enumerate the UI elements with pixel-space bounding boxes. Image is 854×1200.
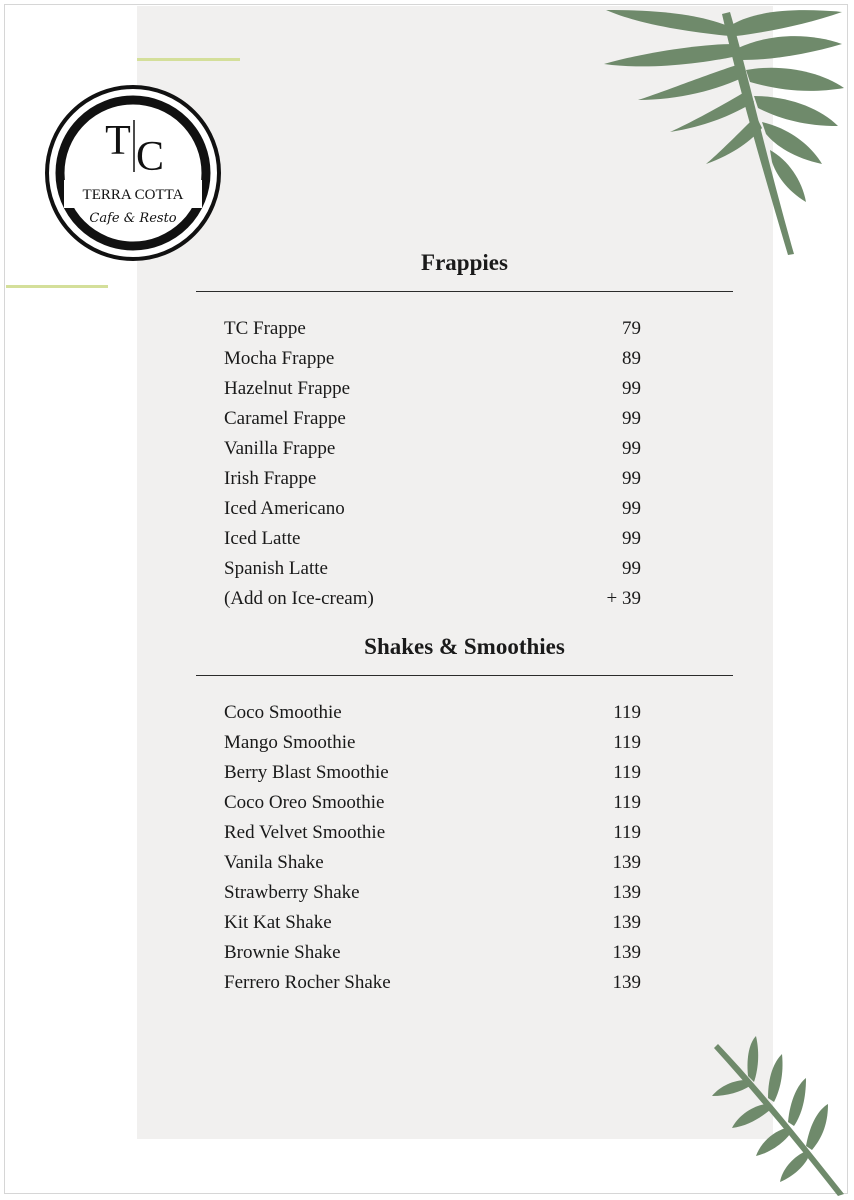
item-price: 119: [613, 792, 641, 813]
item-name: Mocha Frappe: [224, 348, 335, 369]
menu-item: [196, 524, 733, 554]
item-name: Vanila Shake: [224, 852, 324, 873]
accent-line-left: [6, 285, 108, 288]
item-price: 99: [622, 408, 641, 429]
item-name: Iced Latte: [224, 528, 301, 549]
logo-initial-t: T: [105, 118, 131, 164]
item-name: Spanish Latte: [224, 558, 328, 579]
menu-item: [196, 464, 733, 494]
menu-item: [196, 344, 733, 374]
item-name: (Add on Ice-cream): [224, 588, 374, 609]
item-name: Coco Smoothie: [224, 702, 342, 723]
menu-item: [196, 494, 733, 524]
menu-item: [196, 758, 733, 788]
item-price: 139: [612, 912, 641, 933]
item-name: TC Frappe: [224, 318, 306, 339]
section-divider: [196, 291, 733, 292]
item-name: Kit Kat Shake: [224, 912, 332, 933]
brand-logo: [44, 84, 222, 262]
item-name: Strawberry Shake: [224, 882, 360, 903]
item-price: 139: [612, 852, 641, 873]
item-price: 99: [622, 528, 641, 549]
item-price: 139: [612, 882, 641, 903]
menu-item: [196, 698, 733, 728]
menu-item: [196, 728, 733, 758]
item-price: + 39: [606, 588, 641, 609]
item-name: Irish Frappe: [224, 468, 317, 489]
item-name: Mango Smoothie: [224, 732, 356, 753]
logo-tagline: Cafe & Resto: [89, 211, 177, 226]
menu-item: [196, 908, 733, 938]
item-price: 99: [622, 558, 641, 579]
logo-brand-name: TERRA COTTA: [82, 187, 184, 203]
menu-item-addon: [196, 584, 733, 614]
item-price: 89: [622, 348, 641, 369]
item-name: Brownie Shake: [224, 942, 341, 963]
item-price: 99: [622, 378, 641, 399]
leaf-decoration-bottom-icon: [708, 1036, 848, 1196]
item-name: Red Velvet Smoothie: [224, 822, 386, 843]
leaf-decoration-top-icon: [598, 4, 846, 256]
menu-item: [196, 848, 733, 878]
item-price: 139: [612, 942, 641, 963]
item-price: 119: [613, 762, 641, 783]
item-price: 139: [612, 972, 641, 993]
item-name: Coco Oreo Smoothie: [224, 792, 385, 813]
menu-item: [196, 434, 733, 464]
menu-item: [196, 938, 733, 968]
item-price: 99: [622, 498, 641, 519]
menu-item: [196, 404, 733, 434]
item-price: 119: [613, 702, 641, 723]
accent-line-top: [137, 58, 240, 61]
menu-item: [196, 554, 733, 584]
menu-list: [196, 698, 733, 998]
menu-item: [196, 878, 733, 908]
menu-item: [196, 818, 733, 848]
item-name: Berry Blast Smoothie: [224, 762, 389, 783]
menu-list: [196, 314, 733, 614]
menu-item: [196, 968, 733, 998]
menu-item: [196, 374, 733, 404]
item-name: Caramel Frappe: [224, 408, 346, 429]
item-price: 119: [613, 732, 641, 753]
menu-item: [196, 314, 733, 344]
item-name: Vanilla Frappe: [224, 438, 336, 459]
item-name: Hazelnut Frappe: [224, 378, 351, 399]
logo-initial-c: C: [135, 134, 165, 180]
item-price: 99: [622, 468, 641, 489]
item-name: Iced Americano: [224, 498, 345, 519]
section-shakes-smoothies: [196, 630, 733, 998]
menu-item: [196, 788, 733, 818]
section-frappies: [196, 246, 733, 614]
item-price: 119: [613, 822, 641, 843]
item-price: 79: [622, 318, 641, 339]
item-name: Ferrero Rocher Shake: [224, 972, 391, 993]
section-divider: [196, 675, 733, 676]
item-price: 99: [622, 438, 641, 459]
section-title: Shakes & Smoothies: [364, 634, 565, 659]
section-title: Frappies: [421, 250, 508, 275]
